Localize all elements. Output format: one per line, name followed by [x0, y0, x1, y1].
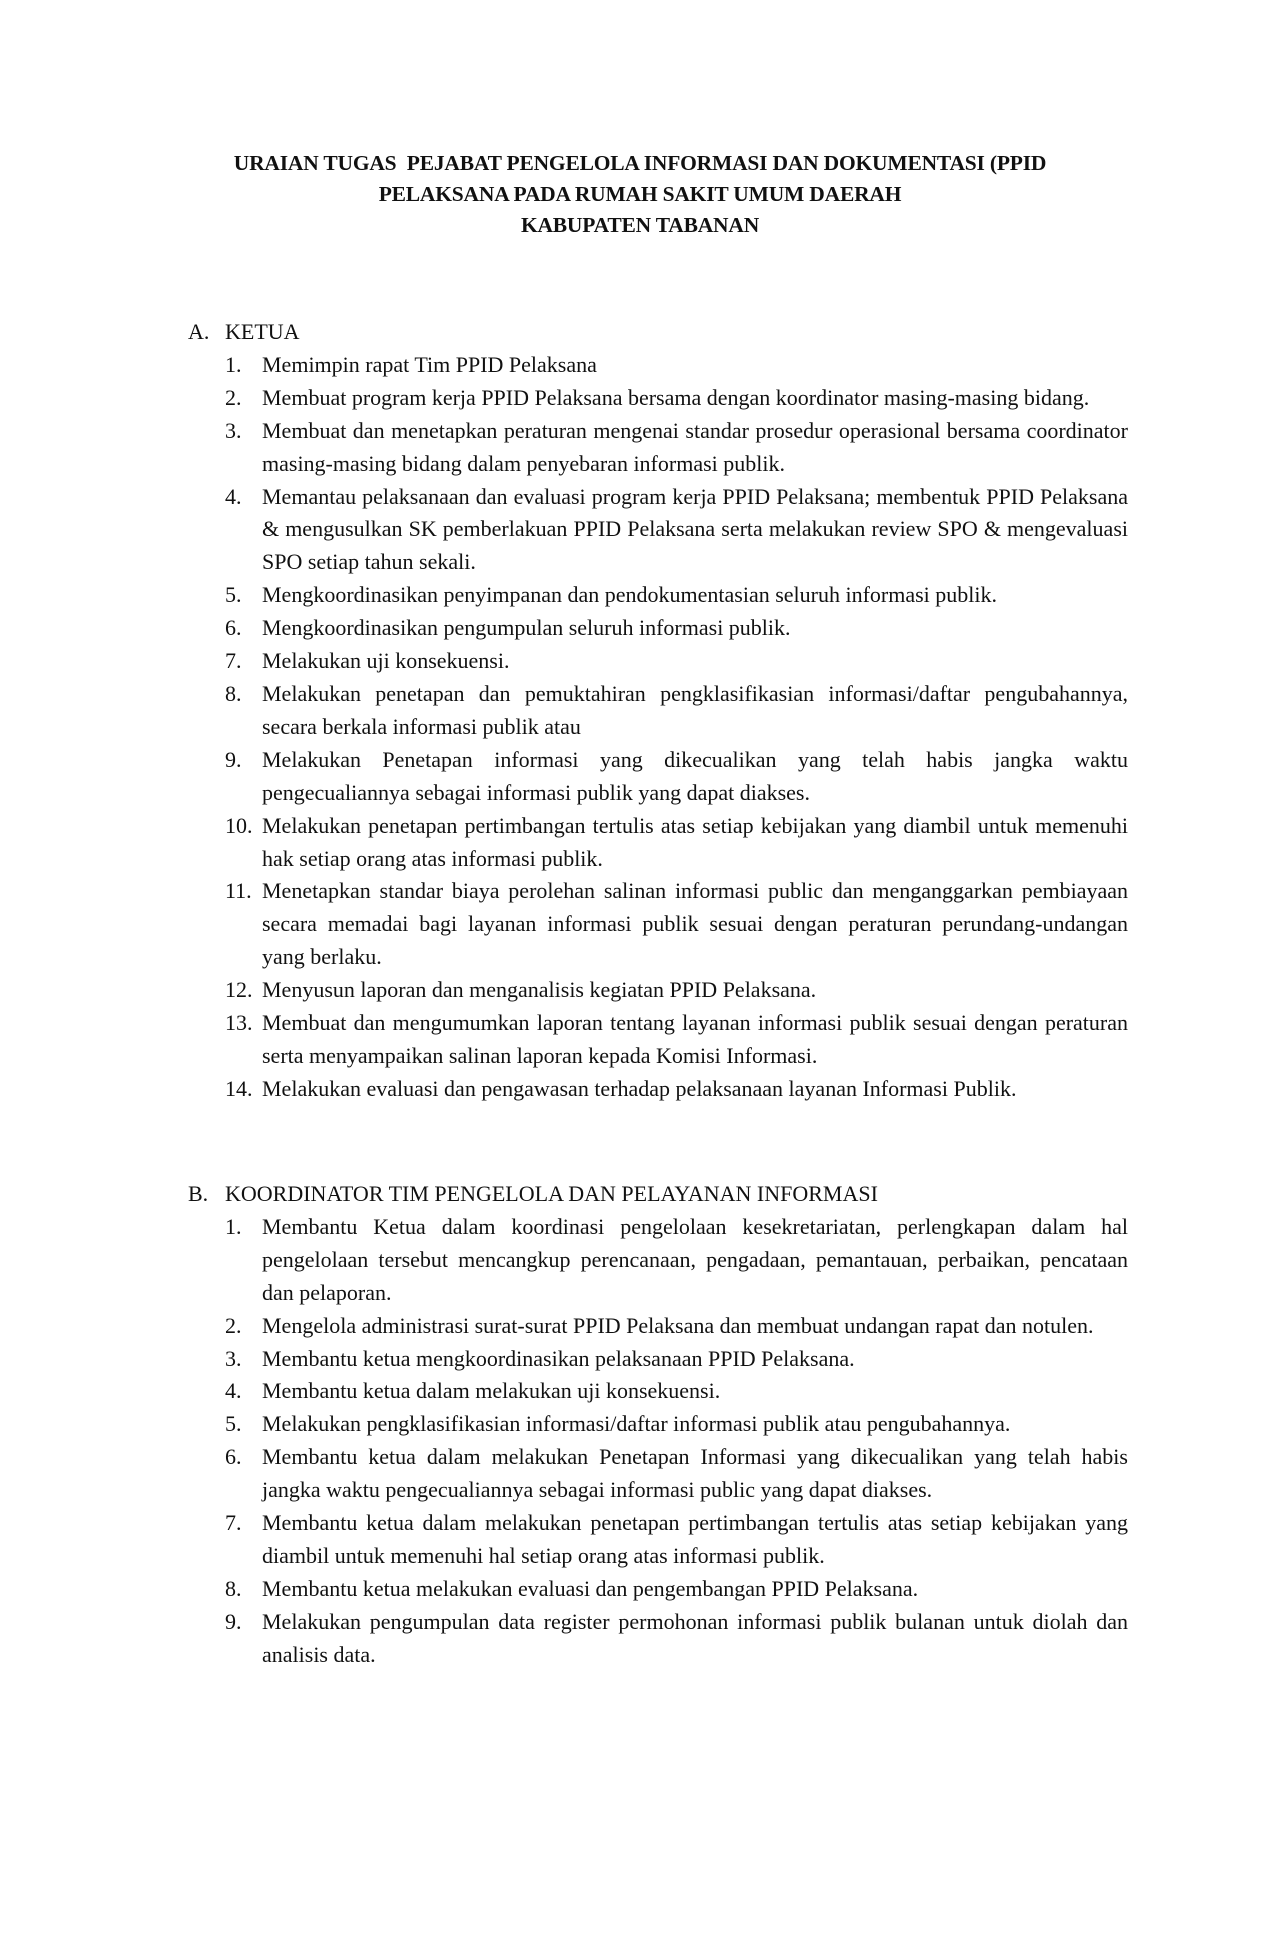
list-item: [188, 1310, 1128, 1343]
item-number: 8.: [225, 680, 242, 706]
item-number: 9.: [225, 1608, 242, 1634]
item-text: Mengkoordinasikan penyimpanan dan pendokumentasian seluruh informasi publik.: [262, 582, 998, 608]
item-number: 9.: [225, 746, 242, 772]
list-item: [188, 974, 1128, 1007]
section-ketua: [188, 316, 1128, 1106]
item-text: Membantu ketua melakukan evaluasi dan pengembangan PPID Pelaksana.: [262, 1575, 919, 1601]
list-item: [188, 1375, 1128, 1408]
list-item: [188, 645, 1128, 678]
list-item: [188, 1408, 1128, 1441]
item-text: Melakukan penetapan dan pemuktahiran pengklasifikasian informasi/daftar pengubahannya, secara berkala informasi publik atau: [262, 680, 1128, 739]
item-text: Membantu ketua dalam melakukan uji konsekuensi.: [262, 1378, 721, 1404]
item-number: 3.: [225, 417, 242, 443]
list-item: [188, 1606, 1128, 1672]
item-text: Melakukan penetapan pertimbangan tertulis atas setiap kebijakan yang diambil untuk memenuhi hak setiap orang atas informasi publik.: [262, 812, 1128, 871]
item-text: Melakukan uji konsekuensi.: [262, 648, 510, 674]
item-text: Membuat dan mengumumkan laporan tentang layanan informasi publik sesuai dengan peraturan serta menyampaikan salinan laporan kepada Komisi Informasi.: [262, 1010, 1128, 1068]
title-line: KABUPATEN TABANAN: [520, 213, 760, 237]
item-text: Melakukan Penetapan informasi yang dikecualikan yang telah habis jangka waktu pengecualiannya sebagai informasi publik yang dapat diakses.: [262, 746, 1128, 805]
list-item: [188, 1343, 1128, 1376]
item-number: 1.: [225, 1213, 242, 1239]
section-title: KOORDINATOR TIM PENGELOLA DAN PELAYANAN INFORMASI: [225, 1181, 878, 1206]
item-number: 6.: [225, 615, 242, 641]
list-item: [188, 875, 1128, 974]
item-text: Menyusun laporan dan menganalisis kegiatan PPID Pelaksana.: [262, 977, 817, 1003]
item-text: Melakukan pengklasifikasian informasi/daftar informasi publik atau pengubahannya.: [262, 1411, 1011, 1437]
list-item: [188, 744, 1128, 810]
section-title: KETUA: [225, 319, 300, 344]
item-text: Mengkoordinasikan pengumpulan seluruh informasi publik.: [262, 615, 791, 641]
item-number: 5.: [225, 582, 242, 608]
section-letter: B.: [188, 1181, 209, 1206]
list-item: [188, 810, 1128, 876]
list-item: [188, 1073, 1128, 1106]
list-item: [188, 415, 1128, 481]
item-number: 7.: [225, 648, 242, 674]
list-item: [188, 1441, 1128, 1507]
list-item: [188, 1211, 1128, 1310]
item-text: Membantu ketua dalam melakukan penetapan pertimbangan tertulis atas setiap kebijakan yang diambil untuk memenuhi hal setiap orang atas informasi publik.: [262, 1510, 1128, 1568]
item-text: Membuat dan menetapkan peraturan mengenai standar prosedur operasional bersama coordinator masing-masing bidang dalam penyebaran informasi publik.: [262, 417, 1128, 476]
item-text: Melakukan pengumpulan data register permohonan informasi publik bulanan untuk diolah dan analisis data.: [262, 1608, 1128, 1667]
list-item: [188, 382, 1128, 415]
item-number: 2.: [225, 1312, 242, 1338]
item-text: Memimpin rapat Tim PPID Pelaksana: [262, 351, 597, 377]
list-item: [188, 1007, 1128, 1073]
item-text: Membantu Ketua dalam koordinasi pengelolaan kesekretariatan, perlengkapan dalam hal pengelolaan tersebut mencangkup perencanaan, pengadaan, pemantauan, perbaikan, pencataan dan pelaporan.: [262, 1213, 1128, 1305]
item-number: 6.: [225, 1444, 242, 1470]
section-heading: [188, 1178, 1128, 1211]
list-item: [188, 612, 1128, 645]
item-number: 7.: [225, 1510, 242, 1536]
section-letter: A.: [188, 319, 210, 344]
list-item: [188, 1573, 1128, 1606]
list-item: [188, 579, 1128, 612]
list-item: [188, 1507, 1128, 1573]
item-number: 12.: [225, 977, 253, 1003]
item-text: Menetapkan standar biaya perolehan salinan informasi public dan menganggarkan pembiayaan secara memadai bagi layanan informasi publik sesuai dengan peraturan perundang-undangan yang berlaku.: [262, 878, 1128, 970]
title-line: PELAKSANA PADA RUMAH SAKIT UMUM DAERAH: [378, 182, 902, 206]
item-number: 11.: [225, 878, 252, 904]
item-text: Membantu ketua mengkoordinasikan pelaksanaan PPID Pelaksana.: [262, 1345, 855, 1371]
title-line: URAIAN TUGAS PEJABAT PENGELOLA INFORMASI DAN DOKUMENTASI (PPID: [233, 151, 1047, 175]
item-text: Memantau pelaksanaan dan evaluasi program kerja PPID Pelaksana; membentuk PPID Pelaksana & mengusulkan SK pemberlakuan PPID Pelaksana serta melakukan review SPO & mengevaluasi SPO setiap tahun sekali.: [262, 483, 1128, 575]
item-number: 5.: [225, 1411, 242, 1437]
item-number: 2.: [225, 384, 242, 410]
section-koordinator: [188, 1178, 1128, 1672]
item-number: 4.: [225, 1378, 242, 1404]
section-heading: [188, 316, 1128, 349]
item-number: 14.: [225, 1075, 253, 1101]
document-title: [140, 148, 1140, 241]
list-item: [188, 481, 1128, 580]
item-text: Melakukan evaluasi dan pengawasan terhadap pelaksanaan layanan Informasi Publik.: [262, 1075, 1017, 1101]
item-number: 10.: [225, 812, 253, 838]
item-number: 4.: [225, 483, 242, 509]
item-number: 1.: [225, 351, 242, 377]
list-item: [188, 678, 1128, 744]
item-text: Mengelola administrasi surat-surat PPID Pelaksana dan membuat undangan rapat dan notulen.: [262, 1312, 1094, 1338]
item-number: 8.: [225, 1575, 242, 1601]
list-item: [188, 349, 1128, 382]
item-text: Membantu ketua dalam melakukan Penetapan Informasi yang dikecualikan yang telah habis jangka waktu pengecualiannya sebagai informasi public yang dapat diakses.: [262, 1444, 1128, 1503]
item-text: Membuat program kerja PPID Pelaksana bersama dengan koordinator masing-masing bidang.: [262, 384, 1090, 410]
item-number: 3.: [225, 1345, 242, 1371]
duty-list: [188, 349, 1128, 1106]
duty-list: [188, 1211, 1128, 1672]
item-number: 13.: [225, 1010, 253, 1036]
